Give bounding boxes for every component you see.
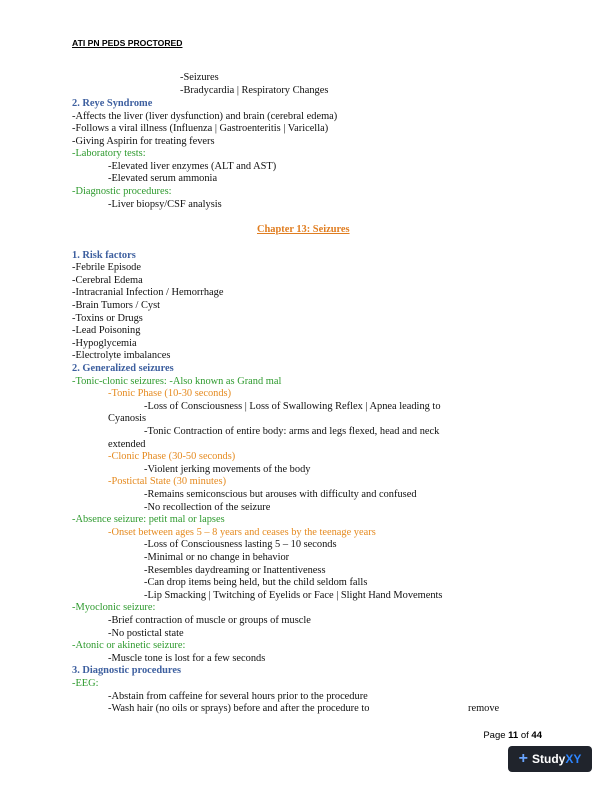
text-line: -Elevated serum ammonia: [108, 173, 218, 184]
phase-label: -Postictal State (30 minutes): [108, 476, 227, 487]
page-current: 11: [508, 730, 519, 741]
text-line: -Remains semiconscious but arouses with difficulty and confused: [144, 489, 417, 500]
plus-icon: +: [518, 750, 528, 767]
brand-name-study: Study: [531, 752, 566, 766]
text-line: -No postictal state: [108, 628, 184, 639]
text-line: -Abstain from caffeine for several hours prior to the procedure: [108, 691, 368, 702]
section-heading: 3. Diagnostic procedures: [72, 665, 182, 676]
text-line: -Seizures: [180, 72, 219, 83]
subsection-label: -EEG:: [72, 678, 99, 689]
text-line: -Hypoglycemia: [72, 338, 137, 349]
text-line: -Febrile Episode: [72, 262, 141, 273]
text-line: -Elevated liver enzymes (ALT and AST): [108, 161, 277, 172]
section-heading: 1. Risk factors: [72, 250, 136, 261]
text-line: -Tonic Contraction of entire body: arms and legs flexed, head and neck: [144, 426, 440, 437]
subsection-label: -Absence seizure: petit mal or lapses: [72, 514, 225, 525]
text-line: -Giving Aspirin for treating fevers: [72, 136, 215, 147]
page-word: Page: [483, 730, 506, 741]
text-line: -Lead Poisoning: [72, 325, 141, 336]
subsection-label: -Tonic-clonic seizures: -Also known as Grand mal: [72, 376, 282, 387]
section-heading: 2. Generalized seizures: [72, 363, 174, 374]
text-line: -Electrolyte imbalances: [72, 350, 171, 361]
text-line: -Follows a viral illness (Influenza | Gastroenteritis | Varicella): [72, 123, 329, 134]
text-line: remove: [468, 703, 500, 714]
text-line: -Loss of Consciousness lasting 5 – 10 seconds: [144, 539, 337, 550]
chapter-title: Chapter 13: Seizures: [257, 224, 350, 235]
text-line: extended: [108, 439, 146, 450]
text-line: -Bradycardia | Respiratory Changes: [180, 85, 329, 96]
text-line: -Intracranial Infection / Hemorrhage: [72, 287, 224, 298]
studyxy-badge[interactable]: [508, 746, 592, 772]
text-line: -Resembles daydreaming or Inattentiveness: [144, 565, 326, 576]
text-line: -Can drop items being held, but the child seldom falls: [144, 577, 368, 588]
text-line: -Minimal or no change in behavior: [144, 552, 290, 563]
text-line: -Cerebral Edema: [72, 275, 143, 286]
text-line: -Lip Smacking | Twitching of Eyelids or Face | Slight Hand Movements: [144, 590, 443, 601]
document-header: ATI PN PEDS PROCTORED: [72, 38, 183, 48]
phase-label: -Onset between ages 5 – 8 years and ceases by the teenage years: [108, 527, 376, 538]
subsection-label: -Laboratory tests:: [72, 148, 146, 159]
brand-name-xy: XY: [565, 752, 582, 766]
text-line: -Violent jerking movements of the body: [144, 464, 311, 475]
subsection-label: -Myoclonic seizure:: [72, 602, 156, 613]
text-line: -Affects the liver (liver dysfunction) and brain (cerebral edema): [72, 111, 338, 122]
text-line: -Liver biopsy/CSF analysis: [108, 199, 222, 210]
subsection-label: -Atonic or akinetic seizure:: [72, 640, 186, 651]
page-of: of: [520, 730, 529, 741]
text-line: -Brief contraction of muscle or groups of muscle: [108, 615, 311, 626]
text-line: -Toxins or Drugs: [72, 313, 143, 324]
page-number: [483, 730, 542, 741]
subsection-label: -Diagnostic procedures:: [72, 186, 172, 197]
section-heading: 2. Reye Syndrome: [72, 98, 153, 109]
text-line: Cyanosis: [108, 413, 147, 424]
text-line: -Wash hair (no oils or sprays) before and after the procedure to: [108, 703, 370, 714]
phase-label: -Tonic Phase (10-30 seconds): [108, 388, 232, 399]
text-line: -No recollection of the seizure: [144, 502, 271, 513]
phase-label: -Clonic Phase (30-50 seconds): [108, 451, 236, 462]
text-line: -Loss of Consciousness | Loss of Swallowing Reflex | Apnea leading to: [144, 401, 441, 412]
text-line: -Brain Tumors / Cyst: [72, 300, 161, 311]
text-line: -Muscle tone is lost for a few seconds: [108, 653, 266, 664]
page-total: 44: [531, 730, 542, 741]
